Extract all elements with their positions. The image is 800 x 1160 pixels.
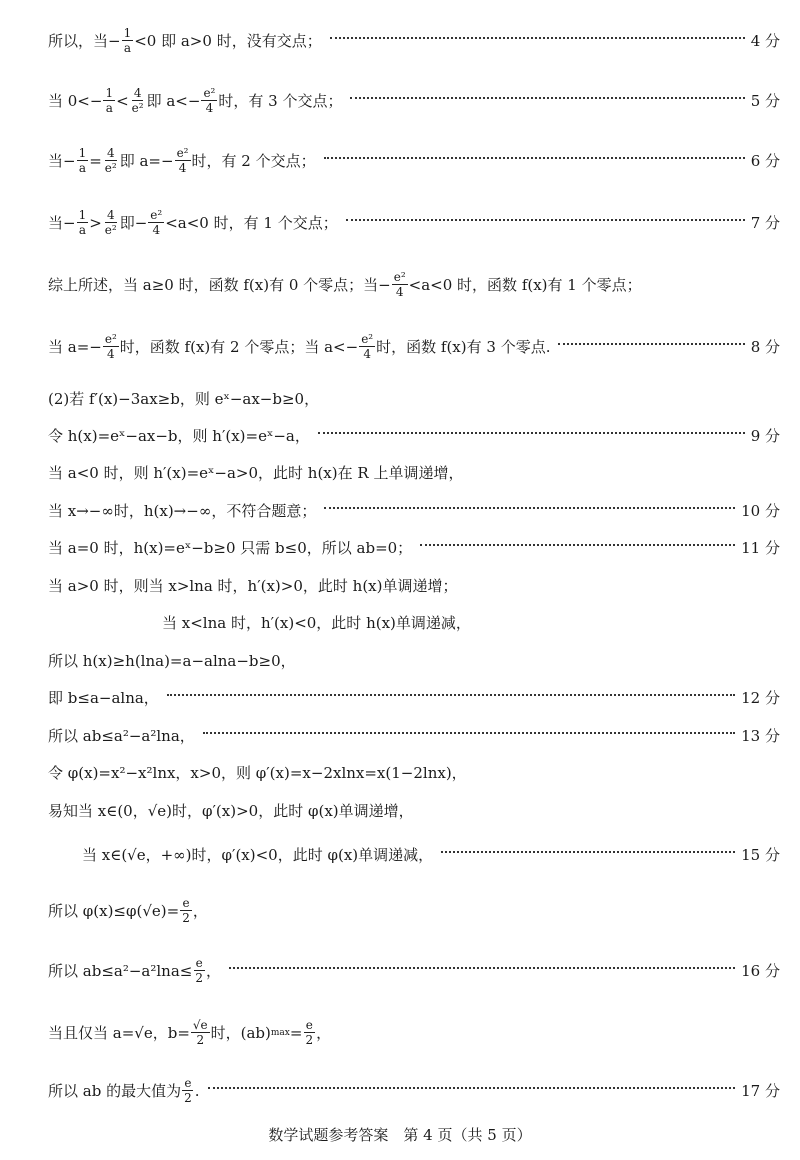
line-2-mid: 即 a<−: [146, 92, 201, 110]
answer-line-11: [48, 537, 780, 558]
summary2-mid: 时，函数 f(x)有 2 个零点；当 a<−: [119, 338, 359, 356]
line-3-op: =: [89, 151, 102, 170]
fraction-1-over-a: $\frac{1}{a}$: [105, 86, 114, 115]
score-label: 17 分: [741, 1082, 780, 1100]
case-a-pos: [48, 575, 780, 596]
fraction-e-over-2: $\frac{e}{2}$: [195, 956, 203, 985]
dot-leader: [318, 432, 745, 434]
case-a-neg-text: 当 a<0 时，则 h′(x)=eˣ−a>0，此时 h(x)在 R 上单调递增，: [48, 464, 464, 482]
answer-line-1: [48, 26, 780, 55]
dot-leader: [324, 507, 735, 509]
max-subscript: max: [270, 1027, 290, 1038]
line-4-post: <a<0 时，有 1 个交点；: [165, 214, 338, 232]
fraction-4-over-e2: $\frac{4}{\text{e²}}$: [104, 208, 117, 237]
phi-max-prefix: 所以 φ(x)≤φ(√e)=: [48, 902, 180, 920]
score-label: 4 分: [750, 32, 780, 50]
answer-line-3: [48, 146, 780, 175]
dot-leader: [346, 219, 745, 221]
answer-line-13: [48, 725, 780, 746]
line-3-mid: 即 a=−: [119, 152, 174, 170]
score-label: 15 分: [741, 846, 780, 864]
equality-eq: =: [289, 1023, 303, 1042]
fraction-e2-over-4: $\frac{\text{e²}}{4}$: [104, 332, 117, 361]
score-label: 16 分: [741, 962, 780, 980]
line-13-text: 所以 ab≤a²−a²lna，: [48, 727, 195, 745]
case-a-neg: [48, 462, 780, 483]
summary-line-2: [48, 332, 780, 361]
line-3-post: 时，有 2 个交点；: [191, 152, 316, 170]
score-label: 10 分: [741, 502, 780, 520]
dot-leader: [229, 967, 735, 969]
score-label: 13 分: [741, 727, 780, 745]
phi-def-text: 令 φ(x)=x²−x²lnx，x>0，则 φ′(x)=x−2xlnx=x(1−2lnx)，: [48, 764, 467, 782]
line-16-post: ，: [205, 962, 221, 980]
part2-intro-text: (2)若 f′(x)−3ax≥b，则 eˣ−ax−b≥0，: [48, 390, 320, 408]
line-10-text: 当 x→−∞时，h(x)→−∞，不符合题意；: [48, 502, 317, 520]
case-a-pos-2-text: 当 x<lna 时，h′(x)<0，此时 h(x)单调递减，: [162, 614, 471, 632]
equality-post: ，: [316, 1024, 332, 1042]
h-min-text: 所以 h(x)≥h(lna)=a−alna−b≥0，: [48, 652, 296, 670]
score-label: 8 分: [750, 338, 780, 356]
fraction-e2-over-4: $\frac{\text{e²}}{4}$: [203, 86, 216, 115]
line-1-prefix: 所以，当−: [48, 32, 121, 50]
fraction-e2-over-4: $\frac{\text{e²}}{4}$: [150, 208, 163, 237]
summary-post: <a<0 时，函数 f(x)有 1 个零点；: [408, 276, 642, 294]
phi-def-line: [48, 762, 780, 783]
answer-line-15: [82, 844, 780, 865]
part2-intro: [48, 388, 780, 409]
fraction-1-over-a: $\frac{1}{a}$: [78, 146, 87, 175]
answer-line-2: [48, 86, 780, 115]
answer-line-12: [48, 687, 780, 708]
phi-inc-line: [48, 800, 780, 821]
line-11-text: 当 a=0 时，h(x)=eˣ−b≥0 只需 b≤0，所以 ab=0；: [48, 539, 413, 557]
fraction-1-over-a: $\frac{1}{a}$: [78, 208, 87, 237]
case-a-pos-2: [162, 612, 780, 633]
dot-leader: [350, 97, 744, 99]
fraction-e-over-2: $\frac{e}{2}$: [184, 1076, 192, 1105]
line-12-text: 即 b≤a−alna，: [48, 689, 159, 707]
dot-leader: [208, 1087, 736, 1089]
fraction-e2-over-4: $\frac{\text{e²}}{4}$: [176, 146, 189, 175]
fraction-1-over-a: $\frac{1}{a}$: [123, 26, 132, 55]
page-footer: 数学试题参考答案 第 4 页（共 5 页）: [268, 1126, 532, 1144]
dot-leader: [558, 343, 744, 345]
answer-line-17: [48, 1076, 780, 1105]
h-min-line: [48, 650, 780, 671]
fraction-e-over-2: $\frac{e}{2}$: [182, 896, 190, 925]
summary-line-1: [48, 270, 780, 299]
phi-max-post: ，: [192, 902, 208, 920]
equality-line: [48, 1018, 780, 1047]
line-16-prefix: 所以 ab≤a²−a²lna≤: [48, 962, 193, 980]
fraction-4-over-e2: $\frac{4}{\text{e²}}$: [131, 86, 144, 115]
score-label: 7 分: [750, 214, 780, 232]
score-label: 11 分: [741, 539, 780, 557]
equality-prefix: 当且仅当 a=√e，b=: [48, 1024, 190, 1042]
line-2-post: 时，有 3 个交点；: [218, 92, 343, 110]
line-17-post: .: [194, 1081, 200, 1100]
line-15-text: 当 x∈(√e，+∞)时，φ′(x)<0，此时 φ(x)单调递减，: [82, 846, 434, 864]
dot-leader: [441, 851, 735, 853]
dot-leader: [420, 544, 735, 546]
line-2-prefix: 当 0<−: [48, 92, 103, 110]
answer-line-9: [48, 425, 780, 446]
fraction-e-over-2: $\frac{e}{2}$: [305, 1018, 314, 1047]
fraction-sqrt-e-over-2: $\frac{√e}{2}$: [192, 1018, 208, 1047]
case-a-pos-text: 当 a>0 时，则当 x>lna 时，h′(x)>0，此时 h(x)单调递增；: [48, 577, 458, 595]
equality-mid: 时，(ab): [210, 1024, 271, 1042]
answer-line-10: [48, 500, 780, 521]
line-1-text: <0 即 a>0 时，没有交点；: [134, 32, 322, 50]
dot-leader: [167, 694, 735, 696]
line-17-prefix: 所以 ab 的最大值为: [48, 1082, 182, 1100]
line-9-text: 令 h(x)=eˣ−ax−b，则 h′(x)=eˣ−a，: [48, 427, 310, 445]
fraction-4-over-e2: $\frac{4}{\text{e²}}$: [104, 146, 117, 175]
score-label: 5 分: [750, 92, 780, 110]
line-3-prefix: 当−: [48, 152, 76, 170]
phi-max-line: [48, 896, 780, 925]
line-4-op: >: [89, 213, 102, 232]
dot-leader: [330, 37, 745, 39]
dot-leader: [203, 732, 735, 734]
fraction-e2-over-4: $\frac{\text{e²}}{4}$: [393, 270, 406, 299]
score-label: 6 分: [750, 152, 780, 170]
score-label: 12 分: [741, 689, 780, 707]
fraction-e2-over-4: $\frac{\text{e²}}{4}$: [361, 332, 374, 361]
answer-line-16: [48, 956, 780, 985]
summary-text: 综上所述，当 a≥0 时，函数 f(x)有 0 个零点；当−: [48, 276, 391, 294]
summary2-post: 时，函数 f(x)有 3 个零点.: [376, 338, 551, 356]
answer-line-4: [48, 208, 780, 237]
line-4-mid: 即−: [119, 214, 148, 232]
line-2-op: <: [116, 91, 129, 110]
phi-inc-text: 易知当 x∈(0，√e)时，φ′(x)>0，此时 φ(x)单调递增，: [48, 802, 414, 820]
dot-leader: [324, 157, 745, 159]
summary2-prefix: 当 a=−: [48, 338, 102, 356]
line-4-prefix: 当−: [48, 214, 76, 232]
score-label: 9 分: [750, 427, 780, 445]
